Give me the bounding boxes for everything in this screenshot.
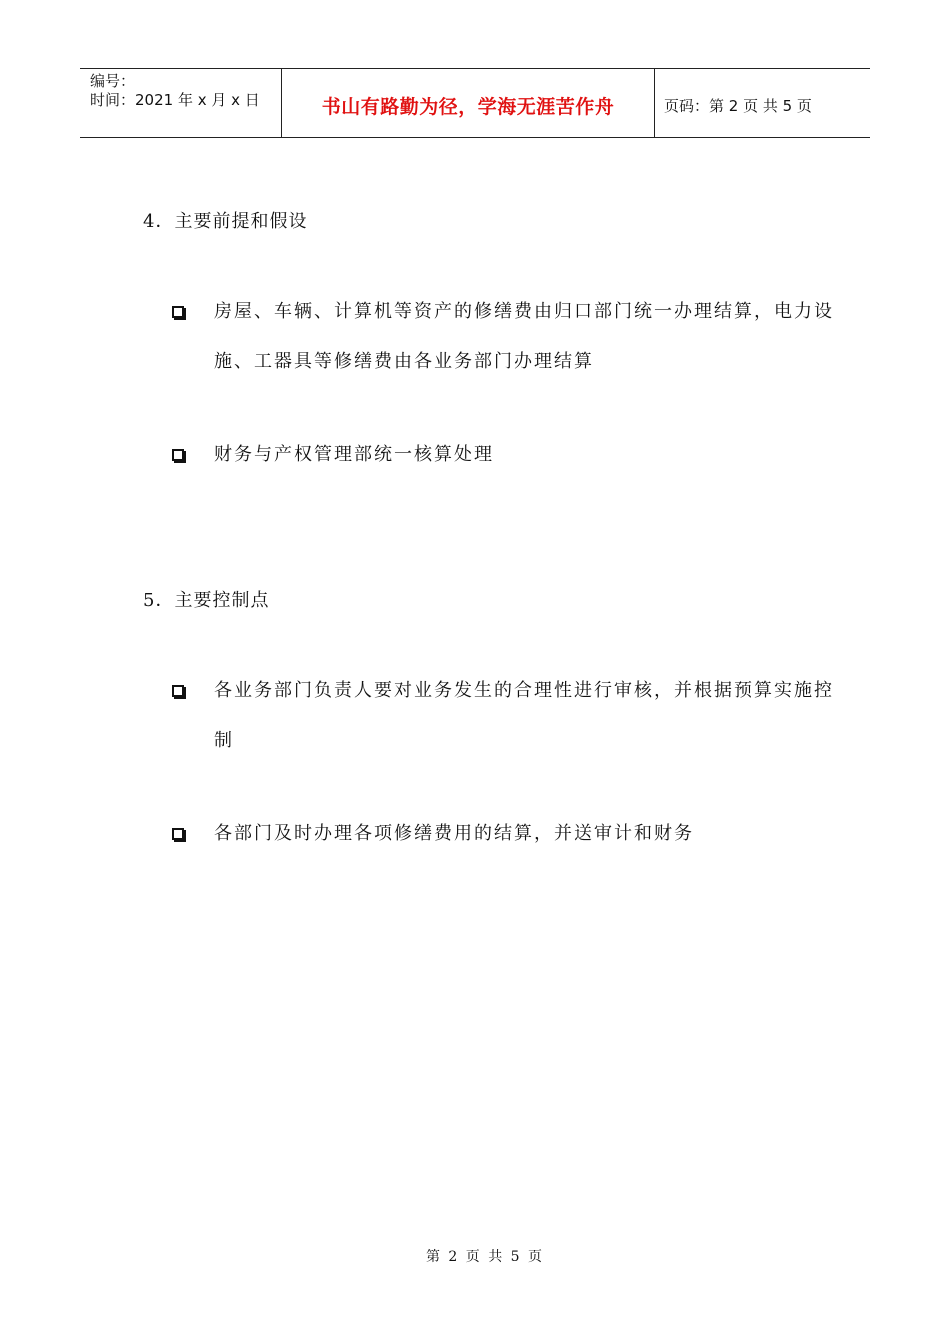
header-page-code: 页码：第 2 页 共 5 页 [664,96,812,115]
checkbox-bullet-icon [172,306,184,318]
checkbox-bullet-icon [172,685,184,697]
list-item-text: 房屋、车辆、计算机等资产的修缮费由归口部门统一办理结算，电力设施、工器具等修缮费由各业务部门办理结算 [214,301,834,372]
header-divider [654,69,655,137]
page-footer: 第 2 页 共 5 页 [425,1249,545,1265]
list-item [172,822,852,859]
header-table [80,68,870,138]
list-item-text: 各业务部门负责人要对业务发生的合理性进行审核，并根据预算实施控制 [214,680,834,751]
header-motto: 书山有路勤为径，学海无涯苦作舟 [321,95,615,118]
number-label: 编号： [90,72,136,90]
list-item-text: 财务与产权管理部统一核算处理 [214,444,494,465]
section-heading-5: 5．主要控制点 [143,590,270,611]
time-label: 时间：2021 年 x 月 x 日 [90,91,260,109]
list-item [172,443,852,480]
list-item-text: 各部门及时办理各项修缮费用的结算，并送审计和财务 [214,823,694,844]
checkbox-bullet-icon [172,828,184,840]
header-meta [90,72,260,110]
list-item [172,300,852,387]
list-item [172,679,852,766]
checkbox-bullet-icon [172,449,184,461]
section-heading-4: 4．主要前提和假设 [143,211,308,232]
